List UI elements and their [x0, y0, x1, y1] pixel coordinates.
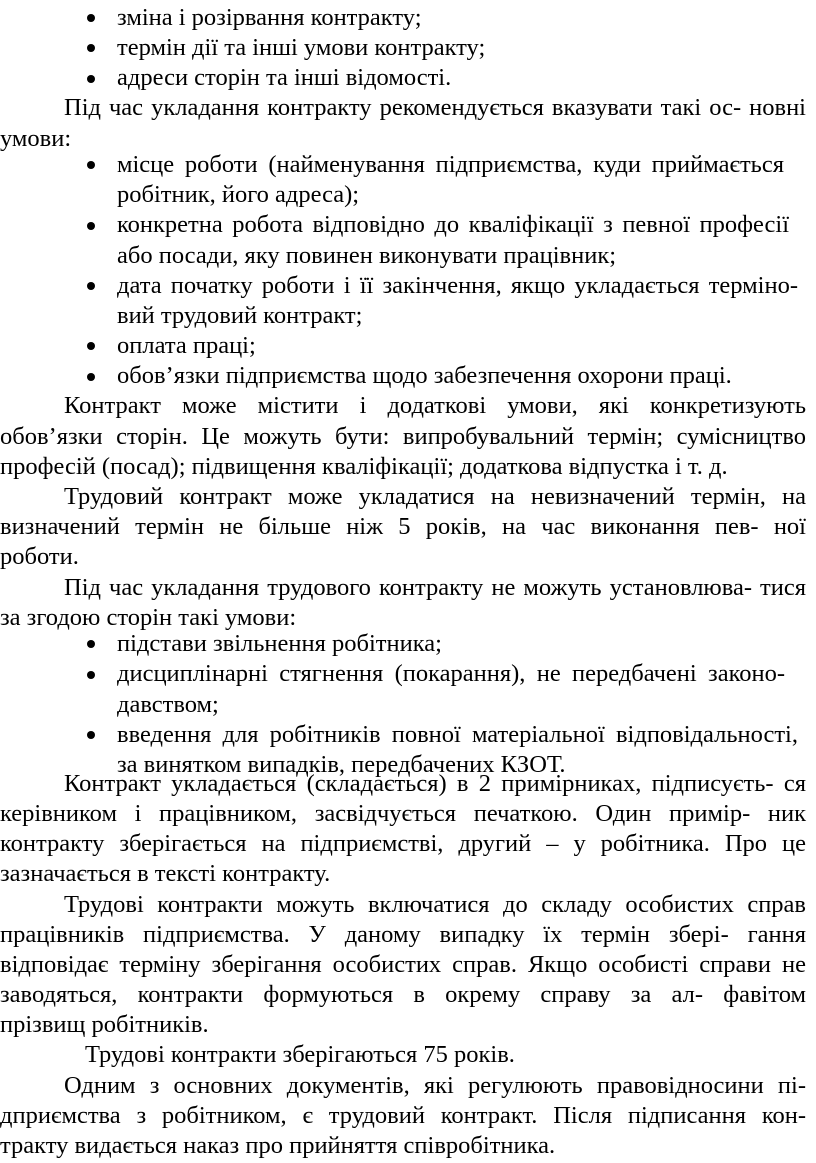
list-item-continuation: давством;	[117, 691, 219, 718]
list-item: дисциплінарні стягнення (покарання), не передбачені законо-	[117, 660, 785, 687]
paragraph-line: Контракт укладається (складається) в 2 примірниках, підписуєть- ся	[64, 770, 806, 797]
paragraph-line: дприємства з робітником, є трудовий контракт. Після підписання кон-	[0, 1102, 806, 1129]
paragraph-line: Трудовий контракт може укладатися на невизначений термін, на	[64, 483, 806, 510]
paragraph-line: роботи.	[0, 543, 79, 570]
paragraph-line: за згодою сторін такі умови:	[0, 604, 297, 631]
paragraph-line: тракту видається наказ про прийняття співробітника.	[0, 1132, 556, 1159]
list-item-continuation: вий трудовий контракт;	[117, 302, 363, 329]
paragraph-line: Трудові контракти зберігаються 75 років.	[85, 1041, 515, 1068]
list-item: оплата праці;	[117, 332, 256, 359]
paragraph-line: Під час укладання контракту рекомендується вказувати такі ос- новні	[64, 94, 806, 121]
list-item-continuation: або посади, яку повинен виконувати працівник;	[117, 242, 617, 269]
paragraph-line: умови:	[0, 125, 72, 152]
list-item: підстави звільнення робітника;	[117, 630, 442, 657]
list-item: дата початку роботи і її закінчення, якщо укладається терміно-	[117, 272, 798, 299]
list-item: адреси сторін та інші відомості.	[117, 64, 452, 91]
paragraph-line: Під час укладання трудового контракту не можуть установлюва- тися	[64, 574, 806, 601]
bullet-icon	[87, 44, 95, 52]
list-item: термін дії та інші умови контракту;	[117, 34, 486, 61]
bullet-icon	[87, 161, 95, 169]
paragraph-line: Контракт може містити і додаткові умови, які конкретизують	[64, 392, 806, 419]
bullet-icon	[87, 75, 95, 83]
bullet-icon	[87, 222, 95, 230]
paragraph-line: визначений термін не більше ніж 5 років, на час виконання пев- ної	[0, 513, 806, 540]
paragraph-line: контракту зберігається на підприємстві, другий – у робітника. Про це	[0, 830, 806, 857]
bullet-icon	[87, 14, 95, 22]
paragraph-line: обов’язки сторін. Це можуть бути: випробувальний термін; сумісництво	[0, 423, 806, 450]
paragraph-line: заводяться, контракти формуються в окрему справу за ал- фавітом	[0, 981, 806, 1008]
paragraph-line: Одним з основних документів, які регулюють правовідносини пі-	[64, 1072, 806, 1099]
paragraph-line: професій (посад); підвищення кваліфікації; додаткова відпустка і т. д.	[0, 453, 728, 480]
list-item: введення для робітників повної матеріальної відповідальності,	[117, 721, 798, 748]
list-item-continuation: за винятком випадків, передбачених КЗОТ.	[117, 751, 566, 778]
paragraph-line: Трудові контракти можуть включатися до складу особистих справ	[64, 891, 806, 918]
bullet-icon	[87, 640, 95, 648]
bullet-icon	[87, 282, 95, 290]
list-item: зміна і розірвання контракту;	[117, 4, 422, 31]
bullet-icon	[87, 671, 95, 679]
list-item: конкретна робота відповідно до кваліфікації з певної професії	[117, 211, 789, 238]
bullet-icon	[87, 731, 95, 739]
list-item: місце роботи (найменування підприємства, куди приймається	[117, 151, 784, 178]
paragraph-line: відповідає терміну зберігання особистих справ. Якщо особисті справи не	[0, 951, 806, 978]
paragraph-line: працівників підприємства. У даному випадку їх термін зберi- гання	[0, 921, 806, 948]
bullet-icon	[87, 373, 95, 381]
paragraph-line: зазначається в тексті контракту.	[0, 860, 331, 887]
bullet-icon	[87, 342, 95, 350]
paragraph-line: прізвищ робітників.	[0, 1011, 209, 1038]
list-item-continuation: робітник, його адреса);	[117, 181, 360, 208]
list-item: обов’язки підприємства щодо забезпечення охорони праці.	[117, 362, 732, 389]
paragraph-line: керівником і працівником, засвідчується печаткою. Один примір- ник	[0, 800, 806, 827]
